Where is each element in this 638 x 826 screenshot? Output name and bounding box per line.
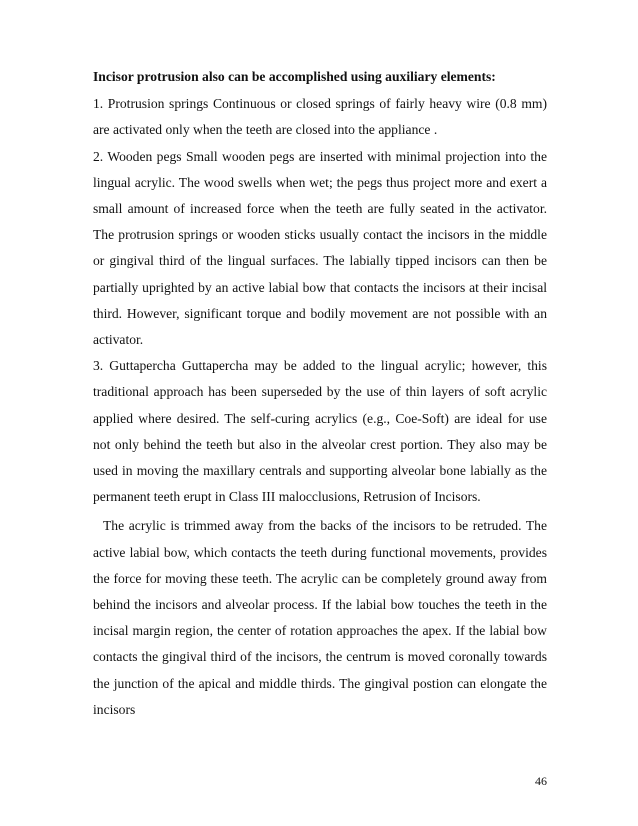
section-heading: Incisor protrusion also can be accomplished using auxiliary elements: <box>93 69 496 84</box>
page-number: 46 <box>535 774 547 788</box>
paragraph-wooden-pegs: 2. Wooden pegs Small wooden pegs are inserted with minimal projection into the lingual acrylic. The wood swells when wet; the pegs thus project more and exert a small amount of increased force when the teeth are fully seated in the activator. The protrusion springs or wooden sticks usually contact the incisors in the middle or gingival third of the lingual surfaces. The labially tipped incisors can then be partially uprighted by an active labial bow that contacts the incisors at their incisal third. However, significant torque and bodily movement are not possible with an activator. <box>93 148 547 348</box>
page-body <box>93 64 547 723</box>
paragraph-guttapercha: 3. Guttapercha Guttapercha may be added to the lingual acrylic; however, this traditional approach has been superseded by the use of thin layers of soft acrylic applied where desired. The self-curing acrylics (e.g., Coe-Soft) are ideal for use not only behind the teeth but also in the alveolar crest portion. They also may be used in moving the maxillary centrals and supporting alveolar bone labially as the permanent teeth erupt in Class III malocclusions, Retrusion of Incisors. <box>93 358 547 505</box>
paragraph-protrusion-springs: 1. Protrusion springs Continuous or closed springs of fairly heavy wire (0.8 mm) are activated only when the teeth are closed into the appliance . <box>93 96 547 138</box>
paragraph-retrusion: The acrylic is trimmed away from the backs of the incisors to be retruded. The active labial bow, which contacts the teeth during functional movements, provides the force for moving these teeth. The acrylic can be completely ground away from behind the incisors and alveolar process. If the labial bow touches the teeth in the incisal margin region, the center of rotation approaches the apex. If the labial bow contacts the gingival third of the incisors, the centrum is moved coronally towards the junction of the apical and middle thirds. The gingival postion can elongate the incisors <box>93 518 547 717</box>
